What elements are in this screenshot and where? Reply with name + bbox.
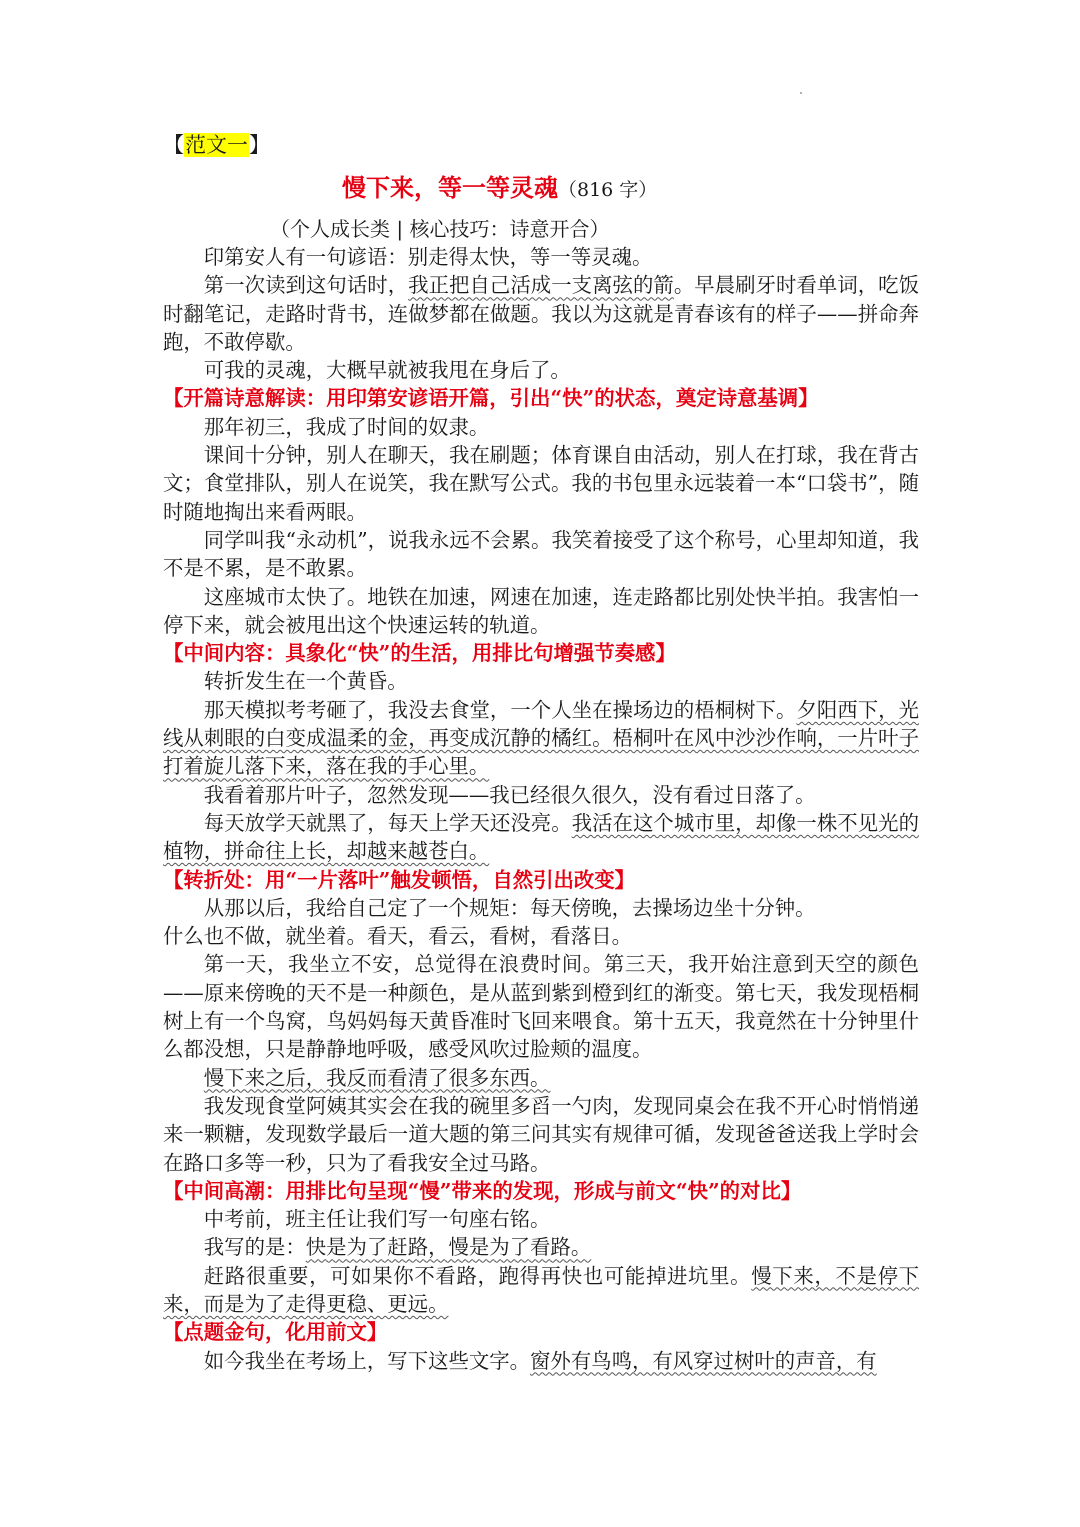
underlined-text: 我活在这个城市里，却像一株不见光的植物，拼命往上长，却越来越苍白。: [163, 810, 920, 864]
scan-dot: [800, 92, 802, 94]
paragraph-text: 那年初三，我成了时间的奴隶。: [203, 414, 490, 439]
annotation-note: 【中间高潮：用排比句呈现“慢”带来的发现，形成与前文“快”的对比】: [163, 1178, 802, 1203]
label-bracket-open: 【: [163, 133, 184, 157]
paragraph-text: 什么也不做，就坐着。看天，看云，看树，看落日。: [163, 924, 632, 949]
paragraph: [163, 1347, 919, 1375]
paragraph-text: 我发现食堂阿姨其实会在我的碗里多舀一勺肉，发现同桌会在我不开心时悄悄递来一颗糖，发现数学最后一道大题的第三问其实有规律可循，发现爸爸送我上学时会在路口多等一秒，只为了看我安全过马路。: [163, 1093, 919, 1175]
paragraph: [163, 950, 919, 1063]
paragraph-text: 我看着那片叶子，忽然发现——我已经很久很久，没有看过日落了。: [203, 782, 816, 807]
annotation-note: 【中间内容：具象化“快”的生活，用排比句增强节奏感】: [163, 641, 676, 666]
paragraph-text: 同学叫我“永动机”，说我永远不会累。我笑着接受了这个称号，心里却知道，我不是不累，是不敢累。: [163, 527, 919, 581]
title-text: 慢下来，等一等灵魂: [342, 173, 558, 202]
paragraph-text: 。早晨刷牙时看单词，吃饭时翻笔记，走路时背书，连做梦都在做题。我以为这就是青春该有的样子——拼命奔跑，不敢停歇。: [163, 273, 920, 354]
label-bracket-close: 】: [249, 133, 270, 157]
paragraph-text: 可我的灵魂，大概早就被我甩在身后了。: [203, 358, 571, 383]
label-text: 范文一: [185, 133, 248, 157]
paragraph: [163, 583, 919, 640]
essay-title: [342, 172, 657, 206]
sample-label: [163, 130, 270, 160]
paragraph-text: 每天放学天就黑了，每天上学天还没亮。: [203, 810, 572, 835]
paragraph-text: 如今我坐在考场上，写下这些文字。: [203, 1348, 531, 1373]
paragraph: [163, 243, 919, 271]
paragraph: [163, 1064, 919, 1092]
paragraph-text: 这座城市太快了。地铁在加速，网速在加速，连走路都比别处快半拍。我害怕一停下来，就会被甩出这个快速运转的轨道。: [163, 584, 919, 637]
paragraph: [163, 1092, 919, 1177]
underlined-text: 我正把自己活成一支离弦的箭: [408, 273, 674, 298]
paragraph-text: 赶路很重要，可如果你不看路，跑得再快也可能掉进坑里。: [203, 1263, 752, 1288]
paragraph: [163, 271, 919, 356]
paragraph-text: 那天模拟考考砸了，我没去食堂，一个人坐在操场边的梧桐树下。: [203, 697, 797, 722]
paragraph: [163, 526, 919, 583]
paragraph: [163, 809, 919, 866]
annotation-note: 【转折处：用“一片落叶”触发顿悟，自然引出改变】: [163, 867, 636, 892]
paragraph-text: 第一天，我坐立不安，总觉得在浪费时间。第三天，我开始注意到天空的颜色——原来傍晚的天不是一种颜色，是从蓝到紫到橙到红的渐变。第七天，我发现梧桐树上有一个鸟窝，鸟妈妈每天黄昏准时飞回来喂食。第十五天，我竟然在十分钟里什么都没想，只是静静地呼吸，感受风吹过脸颊的温度。: [163, 952, 919, 1062]
paragraph: [163, 1233, 919, 1261]
paragraph: [163, 696, 919, 781]
underlined-text: 窗外有鸟鸣，有风穿过树叶的声音，有: [530, 1348, 877, 1373]
essay-body: [163, 243, 919, 1375]
word-count: （816 字）: [558, 179, 658, 201]
paragraph: [163, 356, 919, 384]
paragraph: [163, 1205, 919, 1233]
annotation-note: 【开篇诗意解读：用印第安谚语开篇，引出“快”的状态，奠定诗意基调】: [163, 386, 819, 411]
paragraph: [163, 781, 919, 809]
paragraph-text: 课间十分钟，别人在聊天，我在刷题；体育课自由活动，别人在打球，我在背古文；食堂排队，别人在说笑，我在默写公式。我的书包里永远装着一本“口袋书”，随时随地掏出来看两眼。: [163, 443, 919, 524]
paragraph-text: 中考前，班主任让我们写一句座右铭。: [203, 1207, 551, 1232]
underlined-text: 夕阳西下，光线从刺眼的白变成温柔的金，再变成沉静的橘红。梧桐叶在风中沙沙作响，一片叶子打着旋儿落下来，落在我的手心里。: [163, 697, 920, 779]
paragraph: [163, 441, 919, 526]
paragraph: [163, 922, 919, 950]
paragraph: [163, 667, 919, 695]
paragraph-text: 我写的是：: [203, 1235, 306, 1260]
paragraph: [163, 413, 919, 441]
underlined-text: 快是为了赶路，慢是为了看路。: [305, 1235, 592, 1260]
paragraph-text: 转折发生在一个黄昏。: [203, 669, 408, 694]
paragraph-text: 从那以后，我给自己定了一个规矩：每天傍晚，去操场边坐十分钟。: [203, 895, 816, 920]
essay-subtitle: （个人成长类 | 核心技巧：诗意开合）: [270, 217, 610, 241]
underlined-text: 慢下来之后，我反而看清了很多东西。: [203, 1065, 551, 1090]
paragraph: [163, 1262, 919, 1319]
underlined-text: 慢下来，不是停下来，而是为了走得更稳、更远。: [163, 1263, 920, 1316]
paragraph-text: 第一次读到这句话时，: [203, 273, 409, 298]
annotation-note: 【点题金句，化用前文】: [163, 1320, 388, 1345]
paragraph-text: 印第安人有一句谚语：别走得太快，等一等灵魂。: [203, 245, 653, 269]
paragraph: [163, 894, 919, 922]
